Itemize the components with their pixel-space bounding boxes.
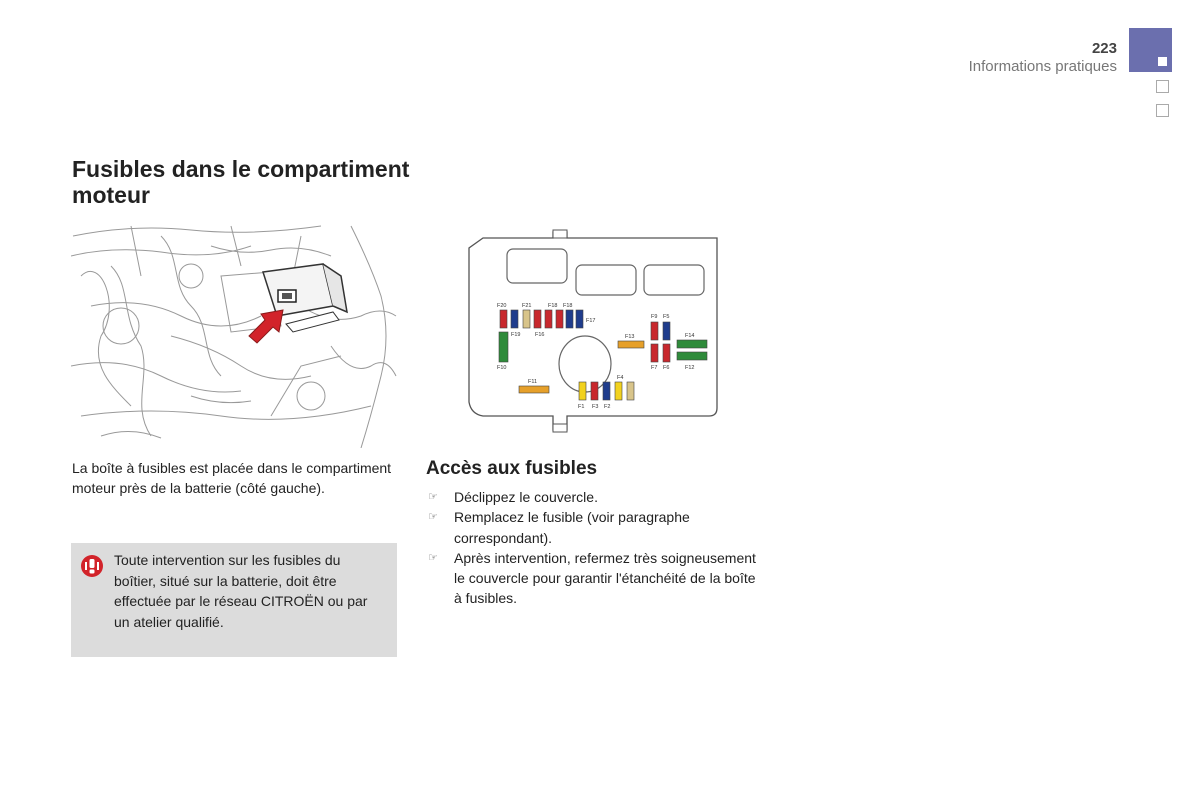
fuse-f1 (579, 382, 586, 400)
fuse-f10 (499, 332, 508, 362)
chapter-tab-marker (1158, 57, 1167, 66)
fuse-label: F3 (592, 404, 599, 410)
fuse-f4b (627, 382, 634, 400)
warning-box (71, 543, 397, 657)
fuse-label: F11 (528, 379, 538, 385)
list-item (426, 548, 756, 609)
warning-text: Toute intervention sur les fusibles du boîtier, situé sur la batterie, doit être effectuée par le réseau CITROËN ou par un atelier qualifié. (114, 552, 368, 630)
pointing-hand-icon: ☞ (428, 511, 438, 524)
fuse-label: F21 (522, 303, 532, 309)
fuse-f9 (651, 322, 658, 340)
fuse-f2 (603, 382, 610, 400)
fuse-f18a (545, 310, 552, 328)
fuse-label: F13 (625, 334, 635, 340)
fuse-f20 (500, 310, 507, 328)
fuse-f14 (677, 340, 707, 348)
fuse-f15 (556, 310, 563, 328)
fuse-label: F18 (563, 303, 573, 309)
chapter-box-empty (1156, 80, 1169, 93)
page-title: Fusibles dans le compartiment moteur (72, 156, 410, 208)
fuse-label: F5 (663, 314, 670, 320)
section-heading: Accès aux fusibles (426, 458, 598, 479)
pointing-hand-icon: ☞ (428, 491, 438, 503)
fuse-f7 (651, 344, 658, 362)
warning-icon (81, 555, 103, 577)
list-item (426, 507, 756, 548)
chapter-box-empty (1156, 104, 1169, 117)
fuse-f4 (615, 382, 622, 400)
fuse-label: F18 (548, 303, 558, 309)
section-label: Informations pratiques (968, 58, 1117, 75)
fuse-f11 (519, 386, 549, 393)
fuse-label: F9 (651, 314, 658, 320)
fuse-label: F1 (578, 404, 585, 410)
steps-list (426, 487, 756, 609)
fuse-label: F20 (497, 303, 507, 309)
fuse-f19 (511, 310, 518, 328)
fuse-label: F6 (663, 365, 670, 371)
fuse-label: F10 (497, 365, 507, 371)
fuse-f13 (618, 341, 644, 348)
fuse-label: F14 (685, 333, 695, 339)
fuse-label: F17 (586, 318, 596, 324)
fuse-label: F19 (511, 332, 521, 338)
fuse-label: F2 (604, 404, 611, 410)
fuse-label: F4 (617, 375, 624, 381)
fuse-label: F16 (535, 332, 545, 338)
fuse-label: F7 (651, 365, 658, 371)
engine-compartment-illustration (71, 216, 398, 448)
fuse-f3 (591, 382, 598, 400)
fuse-f16 (534, 310, 541, 328)
step-text: Déclippez le couvercle. (454, 489, 598, 505)
fuse-f18 (566, 310, 573, 328)
pointing-hand-icon: ☞ (428, 551, 438, 564)
fuse-f6 (663, 344, 670, 362)
list-item (426, 487, 756, 507)
fuse-box-diagram (455, 218, 731, 444)
fuse-f21 (523, 310, 530, 328)
intro-paragraph: La boîte à fusibles est placée dans le compartiment moteur près de la batterie (côté gauche). (72, 460, 392, 496)
step-text: Remplacez le fusible (voir paragraphe correspondant). (454, 509, 690, 546)
fuse-label: F12 (685, 365, 695, 371)
fuse-f5 (663, 322, 670, 340)
page-number: 223 (1091, 40, 1117, 57)
fuse-f12 (677, 352, 707, 360)
fuse-f17 (576, 310, 583, 328)
step-text: Après intervention, refermez très soigneusement le couvercle pour garantir l'étanchéité de la boîte à fusibles. (454, 549, 756, 607)
